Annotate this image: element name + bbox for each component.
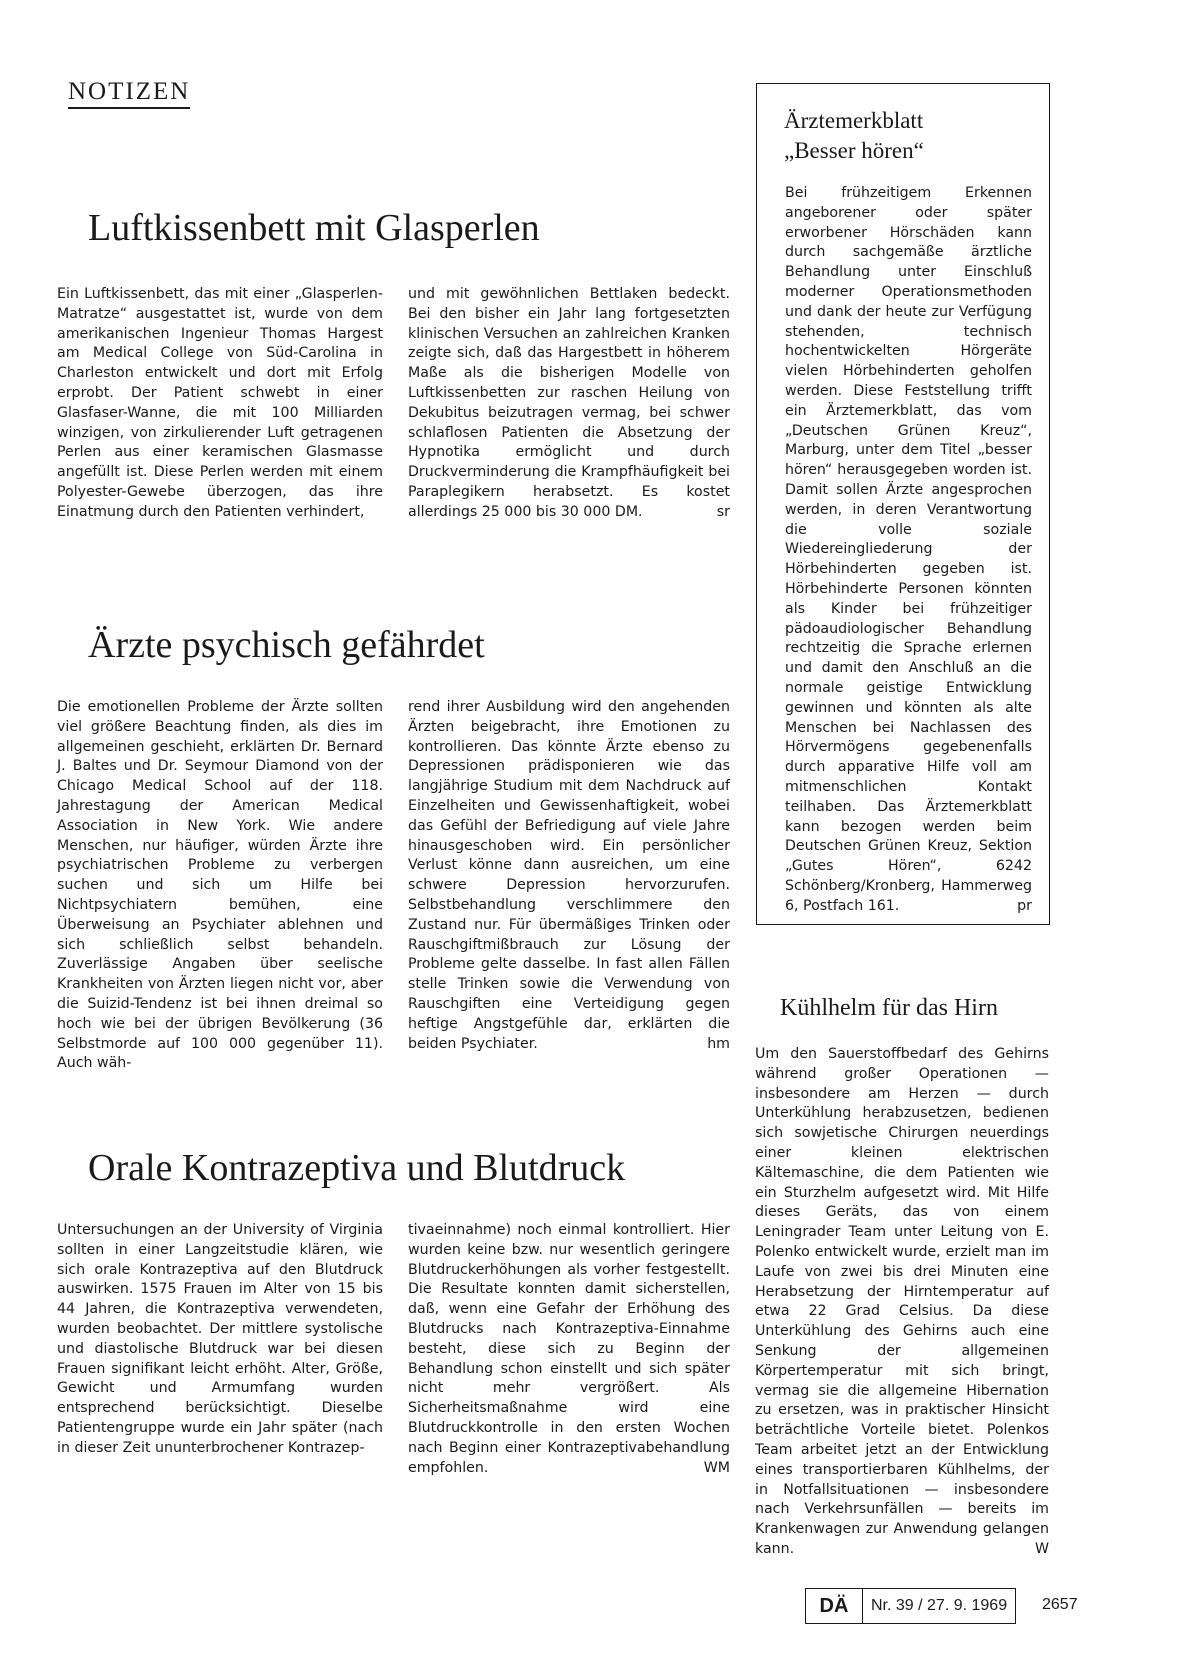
issue-footer [805, 1588, 1016, 1624]
box-title-line-1: Ärztemerkblatt [784, 108, 924, 133]
box-title-line-2: „Besser hören“ [784, 138, 924, 163]
page-number: 2657 [1042, 1596, 1078, 1613]
article-1-right-column [408, 285, 730, 523]
article-3-signature: WM [703, 1459, 730, 1476]
side-article-body [755, 1045, 1049, 1560]
issue-info: Nr. 39 / 27. 9. 1969 [871, 1597, 1008, 1614]
box-signature: pr [1017, 897, 1032, 914]
side-article-signature: W [1034, 1540, 1049, 1557]
article-2-right-text: rend ihrer Ausbildung wird den angehenden Ärzten beigebracht, ihre Emotionen zu kontrollieren. Das könnte Ärzte ebenso zu Depressionen prädisponieren wie das langjährige Studium mit dem Nachdruck auf Einzelheiten und Gewissenhaftigkeit, wobei das Gefühl der Befriedigung auf viele Jahre hinausgeschoben wird. Ein persönlicher Verlust könne dann ausreichen, um eine schwere Depression hervorzurufen. Selbstbehandlung verschlimmere den Zustand nur. Für übermäßiges Trinken oder Rauschgiftmißbrauch zur Lösung der Probleme gelte dasselbe. In fast allen Fällen stelle Trinken sowie die Verwendung von Rauschgiften eine Verteidigung gegen heftige Angstgefühle dar, erklärten die beiden Psychiater. [408, 699, 730, 1052]
article-3-left-column: Untersuchungen an der University of Virginia sollten in einer Langzeitstudie klären, wie sich orale Kontrazeptiva auf den Blutdruck auswirken. 1575 Frauen im Alter von 15 bis 44 Jahren, die Kontrazeptiva verwendeten, wurden beobachtet. Der mittlere systolische und diastolische Blutdruck war bei diesen Frauen signifikant leicht erhöht. Alter, Größe, Gewicht und Armumfang wurden entsprechend berücksichtigt. Dieselbe Patientengruppe wurde ein Jahr später (nach in dieser Zeit ununterbrochener Kontrazep- [57, 1222, 383, 1456]
article-1-right-text: und mit gewöhnlichen Bettlaken bedeckt. Bei den bisher ein Jahr lang fortgesetzten klinischen Versuchen an zahlreichen Kranken zeigte sich, daß das Hargestbett in höherem Maße als die bisherigen Modelle von Luftkissenbetten zur raschen Heilung von Dekubitus beizutragen vermag, bei schwer schlaflosen Patienten die Absetzung der Hypnotika ermöglicht und durch Druckverminderung die Krampfhäufigkeit bei Paraplegikern herabsetzt. Es kostet allerdings 25 000 bis 30 000 DM. [408, 286, 730, 520]
side-article-title: Kühlhelm für das Hirn [780, 995, 998, 1021]
article-2-signature: hm [707, 1035, 730, 1052]
box-body-text: Bei frühzeitigem Erkennen angeborener oder später erworbener Hörschäden kann durch sachgemäße ärztliche Behandlung unter Einschluß moderner Operationsmethoden und dank der heute zur Verfügung stehenden, technisch hochentwickelten Hörgeräte vielen Hörbehinderten geholfen werden. Diese Feststellung trifft ein Ärztemerkblatt, das vom „Deutschen Grünen Kreuz“, Marburg, unter dem Titel „besser hören“ herausgegeben worden ist. Damit sollen Ärzte angesprochen werden, in deren Verantwortung die volle soziale Wiedereingliederung der Hörbehinderten gegeben ist. Hörbehinderte Personen könnten als Kinder bei frühzeitiger pädoaudiologischer Behandlung rechtzeitig die Sprache erlernen und damit den Anschluß an die normale geistige Entwicklung gewinnen und könnten als alte Menschen bei Nachlassen des Hörvermögens gegebenenfalls durch apparative Hilfe voll am mitmenschlichen Kontakt teilhaben. Das Ärztemerkblatt kann bezogen werden beim Deutschen Grünen Kreuz, Sektion „Gutes Hören“, 6242 Schönberg/Kronberg, Hammerweg 6, Postfach 161. [785, 185, 1032, 914]
article-2-left-column: Die emotionellen Probleme der Ärzte sollten viel größere Beachtung finden, als dies im allgemeinen geschieht, erklärten Dr. Bernard J. Baltes und Dr. Seymour Diamond von der Chicago Medical School auf der 118. Jahrestagung der American Medical Association in New York. Wie andere Menschen, nur häufiger, würden Ärzte ihre psychiatrischen Probleme zu verbergen suchen und sich um Hilfe bei Nichtpsychiatern bemühen, eine Überweisung an Psychiater ablehnen und sich schließlich selbst behandeln. Zuverlässige Angaben über seelische Krankheiten von Ärzten liegen nicht vor, aber die Suizid-Tendenz ist bei ihnen dreimal so hoch wie bei der übrigen Bevölkerung (36 Selbstmorde auf 100 000 gegenüber 11). Auch wäh- [57, 699, 383, 1072]
box-body [785, 184, 1032, 916]
merkblatt-box [756, 83, 1050, 925]
box-title [784, 106, 1034, 166]
section-label: NOTIZEN [68, 78, 190, 109]
article-1-signature: sr [716, 503, 730, 520]
article-title-orale-kontrazeptiva: Orale Kontrazeptiva und Blutdruck [88, 1147, 626, 1189]
article-3-right-column [408, 1221, 730, 1478]
article-3-right-text: tivaeinnahme) noch einmal kontrolliert. Hier wurden keine bzw. nur wesentlich geringere Blutdruckerhöhungen als vorher festgestellt. Die Resultate konnten damit sicherstellen, daß, wenn eine Gefahr der Erhöhung des Blutdrucks nach Kontrazeptiva-Einnahme besteht, diese sich zu Beginn der Behandlung schon einstellt und sich später nicht mehr vergrößert. Als Sicherheitsmaßnahme wird eine Blutdruckkontrolle in den ersten Wochen nach Beginn einer Kontrazeptivabehandlung empfohlen. [408, 1222, 730, 1476]
article-title-aerzte-psychisch: Ärzte psychisch gefährdet [88, 624, 485, 666]
side-article-text: Um den Sauerstoffbedarf des Gehirns während großer Operationen — insbesondere am Herzen — durch Unterkühlung herabzusetzen, bedienen sich sowjetische Chirurgen neuerdings einer kleinen elektrischen Kältemaschine, die dem Patienten wie ein Sturzhelm aufgesetzt wird. Mit Hilfe dieses Geräts, das von einem Leningrader Team unter Leitung von E. Polenko entwickelt wurde, erzielt man im Laufe von zwei bis drei Minuten eine Herabsetzung der Hirntemperatur auf etwa 22 Grad Celsius. Da diese Unterkühlung des Gehirns auch eine Senkung der allgemeinen Körpertemperatur mit sich bringt, vermag sie die allgemeine Hibernation zu ersetzen, was in praktischer Hinsicht beträchtliche Vorteile bietet. Polenkos Team arbeitet jetzt an der Entwicklung eines transportierbaren Kühlhelms, der in Notfallsituationen — insbesondere nach Verkehrsunfällen — bereits im Krankenwagen zur Anwendung gelangen kann. [755, 1046, 1049, 1557]
article-1-left-column: Ein Luftkissenbett, das mit einer „Glasperlen-Matratze“ ausgestattet ist, wurde von dem amerikanischen Ingenieur Thomas Hargest am Medical College von Süd-Carolina in Charleston entwickelt und dort mit Erfolg erprobt. Der Patient schwebt in einer Glasfaser-Wanne, die mit 100 Milliarden winzigen, von zirkulierender Luft getragenen Perlen aus einer keramischen Glasmasse angefüllt ist. Diese Perlen werden mit einem Polyester-Gewebe überzogen, das ihre Einatmung durch den Patienten verhindert, [57, 286, 383, 520]
article-2-right-column [408, 698, 730, 1054]
article-title-luftkissenbett: Luftkissenbett mit Glasperlen [88, 207, 540, 249]
journal-logo: DÄ [806, 1589, 863, 1623]
